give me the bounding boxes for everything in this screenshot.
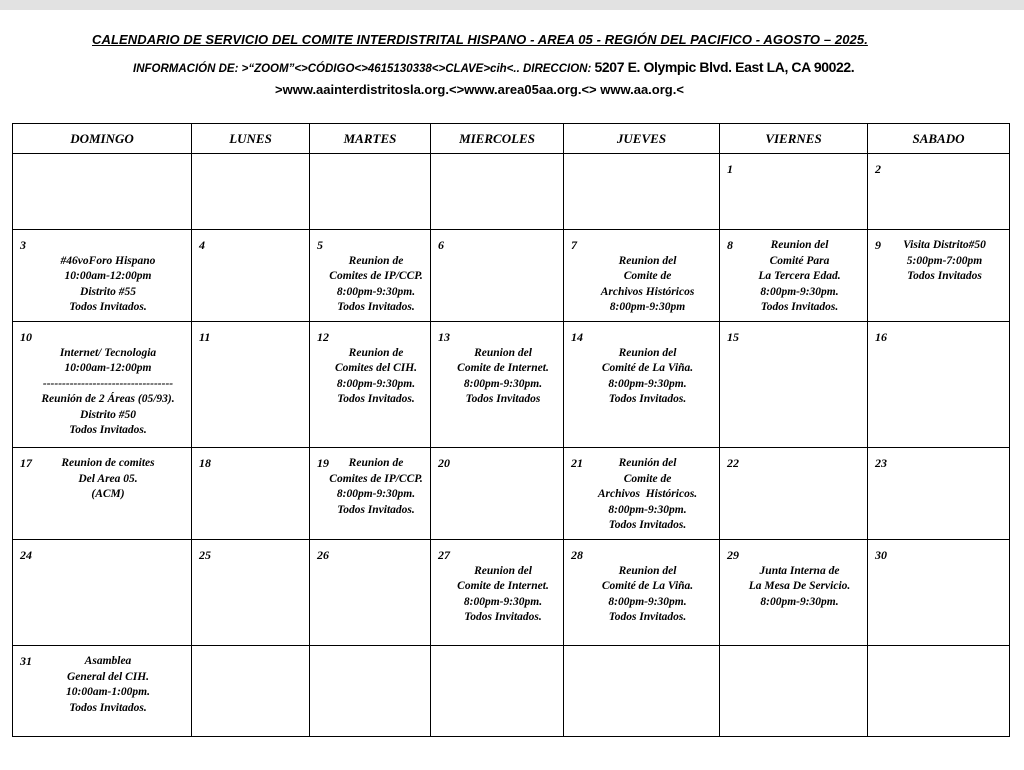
- day-cell: [564, 448, 720, 540]
- weekday-header: SABADO: [868, 124, 1010, 154]
- day-number: 18: [199, 456, 211, 470]
- websites-line: >www.aainterdistritosla.org.<>www.area05aa.org.<> www.aa.org.<: [275, 82, 684, 97]
- day-cell: [310, 322, 431, 448]
- week-row: [13, 322, 1010, 448]
- day-cell: [431, 646, 564, 737]
- day-number: 29: [727, 548, 739, 562]
- week-row: [13, 448, 1010, 540]
- day-cell: [868, 448, 1010, 540]
- day-number: 3: [20, 238, 26, 252]
- day-cell: [192, 230, 310, 322]
- day-number: 11: [199, 330, 211, 344]
- day-cell: [564, 540, 720, 646]
- event-text: Reunion del Comite de Archivos Históricos 8:00pm-9:30pm: [600, 254, 695, 313]
- day-cell: [720, 322, 868, 448]
- day-number: 31: [20, 654, 32, 668]
- day-cell: [564, 230, 720, 322]
- day-cell: [13, 448, 192, 540]
- day-number: 7: [571, 238, 577, 252]
- event-text: Reunion del Comite de Internet. 8:00pm-9:30pm. Todos Invitados: [457, 346, 549, 405]
- address: 5207 E. Olympic Blvd. East LA, CA 90022.: [594, 59, 855, 75]
- day-cell: [310, 154, 431, 230]
- day-cell: [13, 322, 192, 448]
- event-text: Reunion del Comité Para La Tercera Edad. 8:00pm-9:30pm. Todos Invitados.: [758, 239, 841, 313]
- day-number: 26: [317, 548, 329, 562]
- calendar-table: [12, 123, 1010, 737]
- day-number: 4: [199, 238, 205, 252]
- day-cell: [868, 540, 1010, 646]
- day-number: 16: [875, 330, 887, 344]
- event-text: Asamblea General del CIH. 10:00am-1:00pm. Todos Invitados.: [65, 655, 150, 714]
- day-cell: [720, 448, 868, 540]
- day-number: 23: [875, 456, 887, 470]
- day-number: 12: [317, 330, 329, 344]
- weekday-header: MIERCOLES: [431, 124, 564, 154]
- day-number: 30: [875, 548, 887, 562]
- event-text: Junta Interna de La Mesa De Servicio. 8:00pm-9:30pm.: [748, 564, 851, 608]
- day-cell: [13, 646, 192, 737]
- day-number: 20: [438, 456, 450, 470]
- event-text: Reunion de Comites del CIH. 8:00pm-9:30pm. Todos Invitados.: [334, 346, 418, 405]
- day-number: 21: [571, 456, 583, 470]
- day-cell: [192, 646, 310, 737]
- day-number: 25: [199, 548, 211, 562]
- weekday-header: MARTES: [310, 124, 431, 154]
- day-number: 19: [317, 456, 329, 470]
- weekday-header-row: [13, 124, 1010, 154]
- event-text: Reunion del Comité de La Viña. 8:00pm-9:30pm. Todos Invitados.: [601, 564, 694, 623]
- day-cell: [431, 448, 564, 540]
- day-number: 28: [571, 548, 583, 562]
- day-cell: [868, 322, 1010, 448]
- day-cell: [720, 646, 868, 737]
- day-cell: [564, 154, 720, 230]
- day-number: 10: [20, 330, 32, 344]
- day-number: 1: [727, 162, 733, 176]
- weekday-header: JUEVES: [564, 124, 720, 154]
- day-cell: [310, 540, 431, 646]
- event-text: Internet/ Tecnologia 10:00am-12:00pm ---------------------------------- Reunión de 2 Áreas (05/93). Distrito #50 Todos Invitados.: [41, 346, 175, 436]
- day-cell: [868, 154, 1010, 230]
- day-cell: [192, 540, 310, 646]
- day-cell: [564, 322, 720, 448]
- day-cell: [192, 322, 310, 448]
- day-number: 9: [875, 238, 881, 252]
- event-text: Reunion del Comité de La Viña. 8:00pm-9:30pm. Todos Invitados.: [601, 346, 694, 405]
- weekday-header: LUNES: [192, 124, 310, 154]
- day-cell: [720, 540, 868, 646]
- day-cell: [310, 646, 431, 737]
- day-number: 24: [20, 548, 32, 562]
- event-text: Reunion de comites Del Area 05. (ACM): [61, 457, 155, 500]
- day-cell: [564, 646, 720, 737]
- week-row: [13, 154, 1010, 230]
- day-number: 6: [438, 238, 444, 252]
- day-cell: [720, 154, 868, 230]
- event-text: Reunión del Comite de Archivos Históricos. 8:00pm-9:30pm. Todos Invitados.: [597, 457, 698, 531]
- day-cell: [13, 540, 192, 646]
- weekday-header: DOMINGO: [13, 124, 192, 154]
- event-text: Reunion de Comites de IP/CCP. 8:00pm-9:30pm. Todos Invitados.: [329, 254, 423, 313]
- day-number: 13: [438, 330, 450, 344]
- day-cell: [868, 230, 1010, 322]
- day-cell: [192, 154, 310, 230]
- info-line: [133, 59, 854, 75]
- event-text: Visita Distrito#50 5:00pm-7:00pm Todos Invitados: [903, 239, 986, 282]
- event-text: Reunion del Comite de Internet. 8:00pm-9:30pm. Todos Invitados.: [457, 564, 549, 623]
- day-number: 2: [875, 162, 881, 176]
- page-title: CALENDARIO DE SERVICIO DEL COMITE INTERDISTRITAL HISPANO - AREA 05 - REGIÓN DEL PACIFICO - AGOSTO – 2025.: [92, 32, 868, 47]
- event-text: Reunion de Comites de IP/CCP. 8:00pm-9:30pm. Todos Invitados.: [329, 457, 423, 516]
- day-cell: [720, 230, 868, 322]
- top-bar: [0, 0, 1024, 10]
- day-cell: [431, 540, 564, 646]
- day-number: 14: [571, 330, 583, 344]
- day-number: 17: [20, 456, 32, 470]
- day-cell: [868, 646, 1010, 737]
- week-row: [13, 230, 1010, 322]
- day-number: 15: [727, 330, 739, 344]
- day-cell: [192, 448, 310, 540]
- zoom-info: INFORMACIÓN DE: >“ZOOM”<>CÓDIGO<>4615130338<>CLAVE>cih<.. DIRECCION:: [133, 63, 595, 75]
- week-row: [13, 646, 1010, 737]
- day-cell: [431, 322, 564, 448]
- day-cell: [13, 230, 192, 322]
- day-number: 5: [317, 238, 323, 252]
- day-number: 8: [727, 238, 733, 252]
- day-cell: [431, 230, 564, 322]
- weekday-header: VIERNES: [720, 124, 868, 154]
- day-cell: [13, 154, 192, 230]
- day-number: 22: [727, 456, 739, 470]
- day-cell: [431, 154, 564, 230]
- day-cell: [310, 230, 431, 322]
- day-number: 27: [438, 548, 450, 562]
- event-text: #46voForo Hispano 10:00am-12:00pm Distrito #55 Todos Invitados.: [60, 254, 156, 313]
- day-cell: [310, 448, 431, 540]
- week-row: [13, 540, 1010, 646]
